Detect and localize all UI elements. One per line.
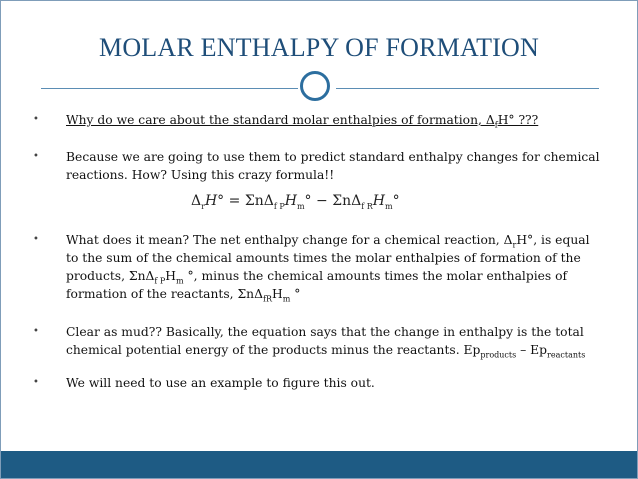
bullet-text: Clear as mud?? Basically, the equation says that the change in enthalpy is the total chemical potential energy of the products minus the reactants. $Ep_{products} - Ep_{reactants}$ — [66, 325, 586, 360]
bullet-item — [33, 323, 603, 359]
bullet-item — [33, 111, 538, 129]
footer-bar — [1, 451, 637, 478]
slide-title: MOLAR ENTHALPY OF FORMATION — [99, 33, 539, 62]
bullet-marker: • — [33, 326, 39, 337]
bullet-marker: • — [33, 114, 39, 125]
title-divider-left — [41, 88, 298, 89]
bullet-marker: • — [33, 377, 39, 388]
enthalpy-formula: $\Delta_rH^\circ = \Sigma n\Delta_{f P}H_m^\circ - \Sigma n\Delta_{f R}H_m^\circ$ — [191, 193, 400, 211]
title-divider-right — [336, 88, 599, 89]
bullet-item — [33, 374, 375, 392]
bullet-text: What does it mean? The net enthalpy change for a chemical reaction, $\Delta_rH^\circ$, is equal to the sum of the chemical amounts times the molar enthalpies of formation of the products, $\Sigma n\Delta_{f P}H_m$ °, minus the chemical amounts times the molar enthalpies of formation of the reactants, $\Sigma n\Delta_{fR}H_m$ ° — [66, 233, 590, 304]
bullet-text: Why do we care about the standard molar enthalpies of formation, $\Delta_fH^\circ$ ??? — [66, 113, 539, 130]
bullet-marker: • — [33, 234, 39, 245]
bullet-text: We will need to use an example to figure this out. — [66, 376, 375, 390]
bullet-item — [33, 231, 603, 303]
circle-ornament-icon — [300, 71, 330, 101]
bullet-text: Because we are going to use them to predict standard enthalpy changes for chemical reactions. How? Using this crazy formula!! — [66, 150, 600, 182]
bullet-marker: • — [33, 151, 39, 162]
bullet-item — [33, 148, 603, 184]
